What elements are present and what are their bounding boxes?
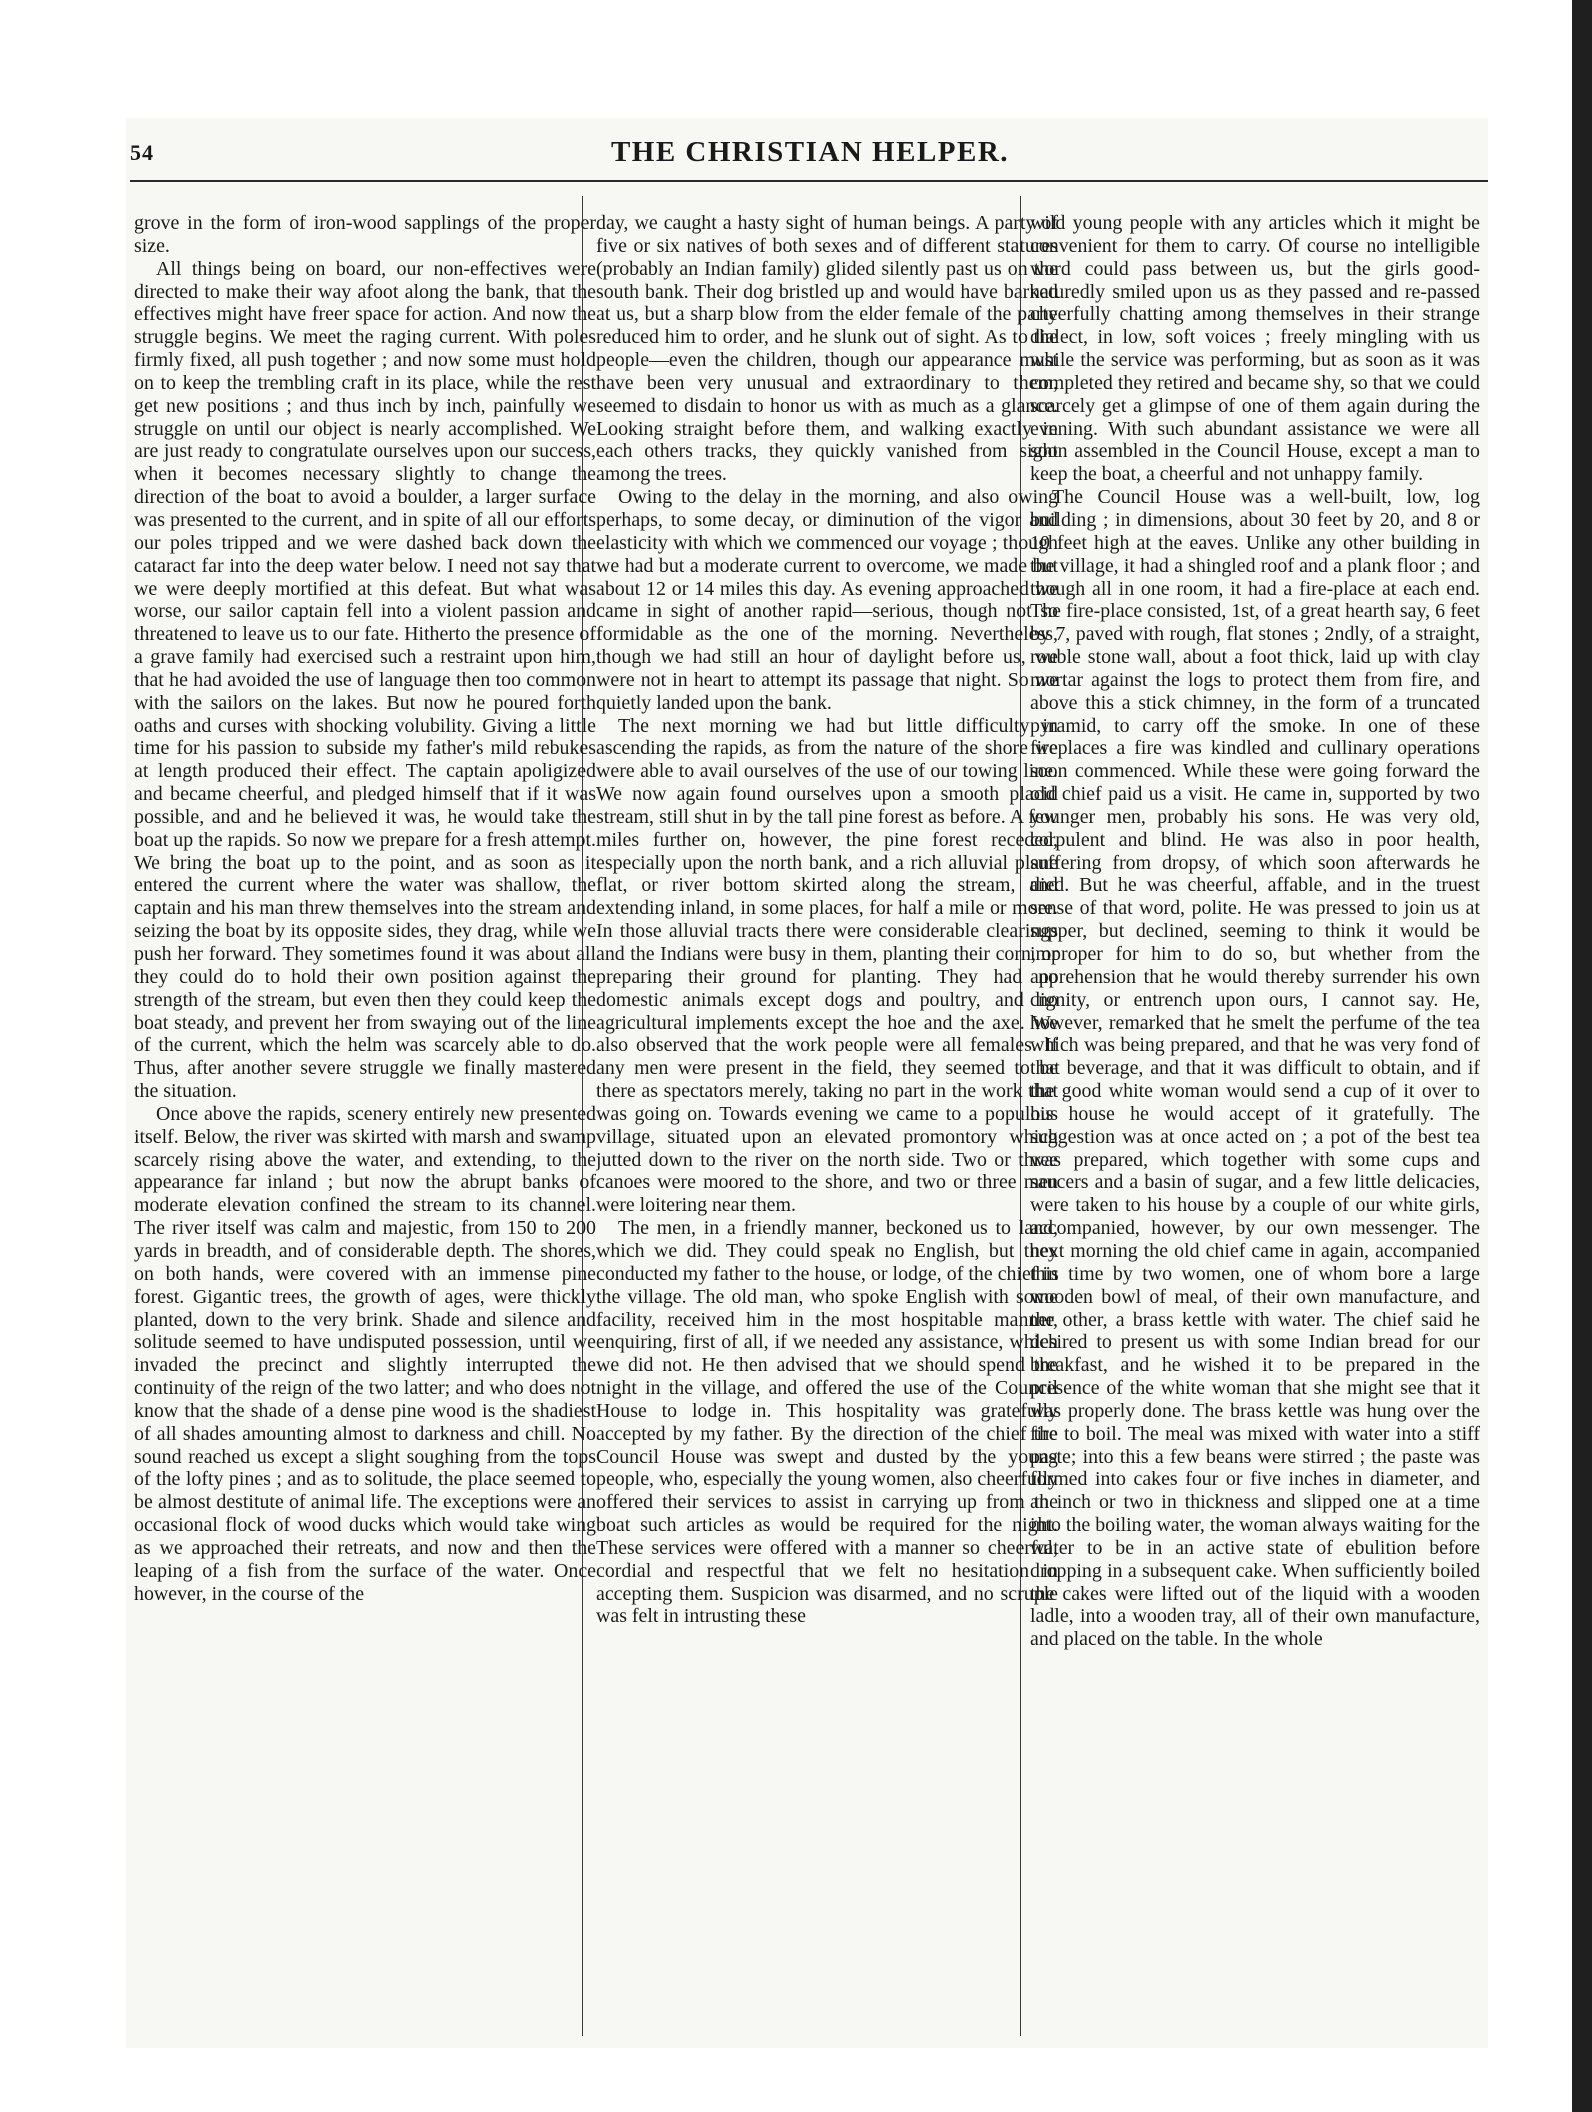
page-title: THE CHRISTIAN HELPER. [610, 136, 1010, 168]
paragraph: All things being on board, our non-effectives were directed to make their way afoot along the bank, that the effectives might have freer space for action. And now the struggle begins. We meet the raging current. With poles firmly fixed, all push together ; and now some must hold on to keep the trembling craft in its place, while the rest get new positions ; and thus inch by inch, painfully we struggle on until our object is nearly accomplished. We are just ready to congratulate ourselves upon our success, when it becomes necessary slightly to change the direction of the boat to avoid a boulder, a larger surface was presented to the current, and in spite of all our efforts our poles tripped and we were dashed back down the cataract far into the deep water below. I need not say that we were deeply mortified at this defeat. But what was worse, our sailor captain fell into a violent passion and threatened to leave us to our fate. Hitherto the presence of a grave family had exercised such a restraint upon him, that he had avoided the use of language then too common with the sailors on the lakes. But now he poured forth oaths and curses with shocking volubility. Giving a little time for his passion to subside my father's mild rebukes at length produced their effect. The captain apoligized and became cheerful, and pledged himself that if it was possible, and and he believed it was, he would take the boat up the rapids. So now we prepare for a fresh attempt. We bring the boat up to the point, and as soon as it entered the current where the water was shallow, the captain and his man threw themselves into the stream and seizing the boat by its opposite sides, they drag, while we push her forward. They sometimes found it was about all they could do to hold their own position against the strength of the stream, but even then they could keep the boat steady, and prevent her from swaying out of the line of the current, which the helm was scarcely able to do. Thus, after another severe struggle we finally mastered the situation. [134, 257, 596, 1103]
paragraph: The men, in a friendly manner, beckoned us to land, which we did. They could speak no English, but they conducted my father to the house, or lodge, of the chief in the village. The old man, who spoke English with some facility, received him in the most hospitable manner, enquiring, first of all, if we needed any assistance, which we did not. He then advised that we should spend the night in the village, and offered the use of the Council House to lodge in. This hospitality was gratefully accepted by my father. By the direction of the chief the Council House was swept and dusted by the young people, who, especially the young women, also cheerfully offered their services to assist in carrying up from the boat such articles as would be required for the night. These services were offered with a manner so cheerful, cordial and respectful that we felt no hesitation in accepting them. Suspicion was disarmed, and no scruple was felt in intrusting these [596, 1217, 1058, 1628]
paragraph: The Council House was a well-built, low, log building ; in dimensions, about 30 feet by 20, and 8 or 10 feet high at the eaves. Unlike any other building in the village, it had a shingled roof and a plank floor ; and though all in one room, it had a fire-place at each end. The fire-place consisted, 1st, of a great hearth say, 6 feet by 7, paved with rough, flat stones ; 2ndly, of a straight, rouble stone wall, about a foot thick, laid up with clay mortar against the logs to protect them from fire, and above this a stick chimney, in the form of a truncated pyramid, to carry off the smoke. In one of these fireplaces a fire was kindled and cullinary operations soon commenced. While these were going forward the old chief paid us a visit. He came in, supported by two younger men, probably his sons. He was very old, corpulent and blind. He was also in poor health, suffering from dropsy, of which soon afterwards he died. But he was cheerful, affable, and in the truest sense of that word, polite. He was pressed to join us at supper, but declined, seeming to think it would be improper for him to do so, but whether from the apprehension that he would thereby surrender his own dignity, or entrench upon ours, I cannot say. He, however, remarked that he smelt the perfume of the tea which was being prepared, and that he was very fond of that beverage, and that it was difficult to obtain, and if the good white woman would send a cup of it over to his house he would accept of it gratefully. The suggestion was at once acted on ; a pot of the best tea was prepared, which together with some cups and saucers and a basin of sugar, and a few little delicacies, were taken to his house by a couple of our white girls, accompanied, however, by our own messenger. The next morning the old chief came in again, accompanied this time by two women, one of whom bore a large wooden bowl of meal, of their own manufacture, and the other, a brass kettle with water. The chief said he desired to present us with some Indian bread for our breakfast, and he wished it to be prepared in the presence of the white woman that she might see that it was properly done. The brass kettle was hung over the fire to boil. The meal was mixed with water into a stiff paste; into this a few beans were stirred ; the paste was formed into cakes four or five inches in diameter, and an inch or two in thickness and slipped one at a time into the boiling water, the woman always waiting for the water to be in an active state of ebulition before dropping in a subsequent cake. When sufficiently boiled the cakes were lifted out of the liquid with a wooden ladle, into a wooden tray, all of their own manufacture, and placed on the table. In the whole [1030, 486, 1480, 1651]
paragraph: wild young people with any articles which it might be convenient for them to carry. Of course no intelligible word could pass between us, but the girls good-naturedly smiled upon us as they passed and re-passed cheerfully chatting among themselves in their strange dialect, in low, soft voices ; freely mingling with us while the service was performing, but as soon as it was completed they retired and became shy, so that we could scarcely get a glimpse of one of them again during the evening. With such abundant assistance we were all soon assembled in the Council House, except a man to keep the boat, a cheerful and not unhappy family. [1030, 212, 1480, 486]
scan-border [1572, 0, 1592, 2112]
page-header [130, 136, 1490, 176]
paragraph: Owing to the delay in the morning, and also owing perhaps, to some decay, or diminution of the vigor and elasticity with which we commenced our voyage ; though we had but a moderate current to overcome, we made but about 12 or 14 miles this day. As evening approached we came in sight of another rapid—serious, though not so formidable as the one of the morning. Nevertheless, though we had still an hour of daylight before us, we were not in heart to attempt its passage that night. So we quietly landed upon the bank. [596, 486, 1058, 714]
text-column-3 [1030, 212, 1480, 2032]
header-rule [130, 180, 1488, 182]
paragraph: day, we caught a hasty sight of human beings. A party of five or six natives of both sexes and of different statures (probably an Indian family) glided silently past us on the south bank. Their dog bristled up and would have barked at us, but a sharp blow from the elder female of the party reduced him to order, and he slunk out of sight. As to the people—even the children, though our appearance must have been very unusual and extraordinary to them, seemed to disdain to honor us with as much as a glance. Looking straight before them, and walking exactly in each others tracks, they quickly vanished from sight among the trees. [596, 212, 1058, 486]
paragraph: Once above the rapids, scenery entirely new presented itself. Below, the river was skirted with marsh and swamp scarcely rising above the water, and extending, to the appearance far inland ; but now the abrupt banks of moderate elevation confined the stream to its channel. The river itself was calm and majestic, from 150 to 200 yards in breadth, and of considerable depth. The shores, on both hands, were covered with an immense pine forest. Gigantic trees, the growth of ages, were thickly planted, down to the very brink. Shade and silence and solitude seemed to have undisputed possession, until we invaded the precinct and slightly interrupted the continuity of the reign of the two latter; and who does not know that the shade of a dense pine wood is the shadiest of all shades amounting almost to darkness and chill. No sound reached us except a slight soughing from the tops of the lofty pines ; and as to solitude, the place seemed to be almost destitute of animal life. The exceptions were an occasional flock of wood ducks which would take wing as we approached their retreats, and now and then the leaping of a fish from the surface of the water. Once however, in the course of the [134, 1102, 596, 1605]
paragraph: The next morning we had but little difficulty in ascending the rapids, as from the nature of the shore we were able to avail ourselves of the use of our towing line. We now again found ourselves upon a smooth placid stream, still shut in by the tall pine forest as before. A few miles further on, however, the pine forest receded, especially upon the north bank, and a rich alluvial plane flat, or river bottom skirted along the stream, and extending inland, in some places, for half a mile or more. In those alluvial tracts there were considerable clearings and the Indians were busy in them, planting their corn, or preparing their ground for planting. They had no domestic animals except dogs and poultry, and no agricultural implements except the hoe and the axe. We also observed that the work people were all females. If any men were present in the field, they seemed to be there as spectators merely, taking no part in the work that was going on. Towards evening we came to a populous village, situated upon an elevated promontory which jutted down to the river on the north side. Two or three canoes were moored to the shore, and two or three men were loitering near them. [596, 714, 1058, 1217]
paragraph: grove in the form of iron-wood sapplings of the proper size. [134, 212, 596, 257]
text-column-1 [134, 212, 596, 2032]
text-column-2 [596, 212, 1058, 2032]
page-number: 54 [130, 140, 154, 165]
